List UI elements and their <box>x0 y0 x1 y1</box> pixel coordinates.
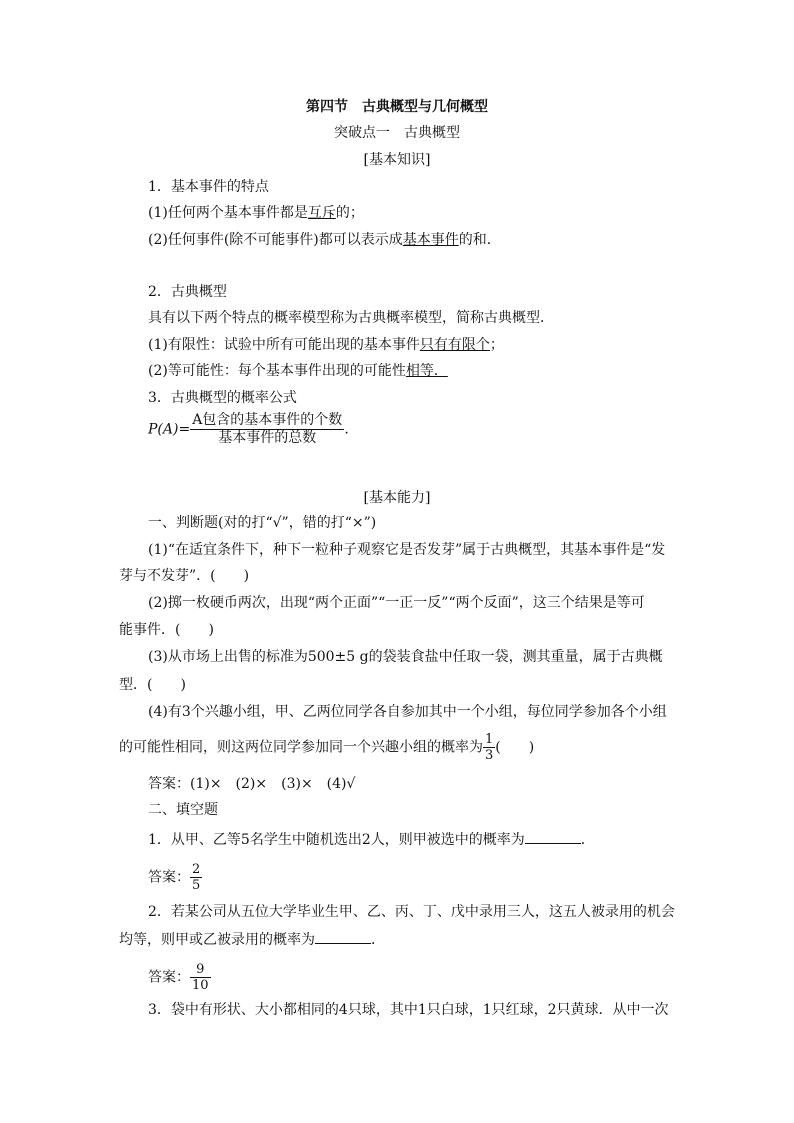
probability-formula: P(A)= $\frac{\text{A包含的基本事件的个数}}{\text{基本事件的总数}}$ . <box>148 412 349 446</box>
s2-line2: (1)有限性：试验中所有可能出现的基本事件只有有限个； <box>148 337 504 353</box>
part1-title: 一、判断题(对的打“√”，错的打“×”) <box>148 515 377 531</box>
f1-answer: 答案： $\frac{2}{5}$ <box>148 862 201 893</box>
q1-line2: 芽与不发芽”．( ) <box>119 568 250 584</box>
f2-line2: 均等，则甲或乙被录用的概率为 ． <box>119 929 385 949</box>
q1-line1: (1)“在适宜条件下，种下一粒种子观察它是否发芽”属于古典概型，其基本事件是“发 <box>148 542 666 558</box>
f2-blank <box>315 929 371 944</box>
f2-answer: 答案： $\frac{9}{10}$ <box>148 962 209 993</box>
basic-knowledge-header: [基本知识] <box>363 152 431 168</box>
s1-line2: (2)任何事件(除不可能事件)都可以表示成基本事件的和． <box>148 232 501 248</box>
formula-denominator: 基本事件的总数 <box>218 430 317 446</box>
q4-line1: (4)有3个兴趣小组，甲、乙两位同学各自参加其中一个小组，每位同学参加各个小组 <box>148 704 667 720</box>
subsection-title: 突破点一 古典概型 <box>334 125 460 141</box>
q2-line1: (2)掷一枚硬币两次，出现“两个正面”“一正一反”“两个反面”，这三个结果是等可 <box>148 595 645 611</box>
s2-line3: (2)等可能性：每个基本事件出现的可能性相等． <box>148 363 448 379</box>
q3-line1: (3)从市场上出售的标准为500±5 g的袋装食盐中任取一袋，测其重量，属于古典概 <box>148 649 663 665</box>
basic-ability-header: [基本能力] <box>363 490 431 506</box>
section-title: 第四节 古典概型与几何概型 <box>306 99 488 115</box>
f1-blank <box>525 829 581 844</box>
s2-title: 2．古典概型 <box>148 284 227 300</box>
f1-line: 1．从甲、乙等5名学生中随机选出2人，则甲被选中的概率为 ． <box>148 829 595 849</box>
q3-line2: 型．( ) <box>119 677 186 693</box>
answer-1: 答案：(1)× (2)× (3)× (4)√ <box>148 776 356 792</box>
f3-line1: 3．袋中有形状、大小都相同的4只球，其中1只白球，1只红球，2只黄球．从中一次 <box>148 1002 669 1018</box>
s2-line1: 具有以下两个特点的概率模型称为古典概率模型，简称古典概型． <box>148 310 554 326</box>
s1-title: 1．基本事件的特点 <box>148 179 269 195</box>
part2-title: 二、填空题 <box>148 802 218 818</box>
q4-line2: 的可能性相同，则这两位同学参加同一个兴趣小组的概率为 $\frac{1}{3}$ ( ) <box>119 732 535 763</box>
q2-line2: 能事件．( ) <box>119 622 214 638</box>
s1-line1: (1)任何两个基本事件都是互斥的； <box>148 205 364 221</box>
formula-numerator: A包含的基本事件的个数 <box>192 412 343 428</box>
s3-title: 3．古典概型的概率公式 <box>148 390 297 406</box>
f2-line1: 2．若某公司从五位大学毕业生甲、乙、丙、丁、戊中录用三人，这五人被录用的机会 <box>148 904 675 920</box>
